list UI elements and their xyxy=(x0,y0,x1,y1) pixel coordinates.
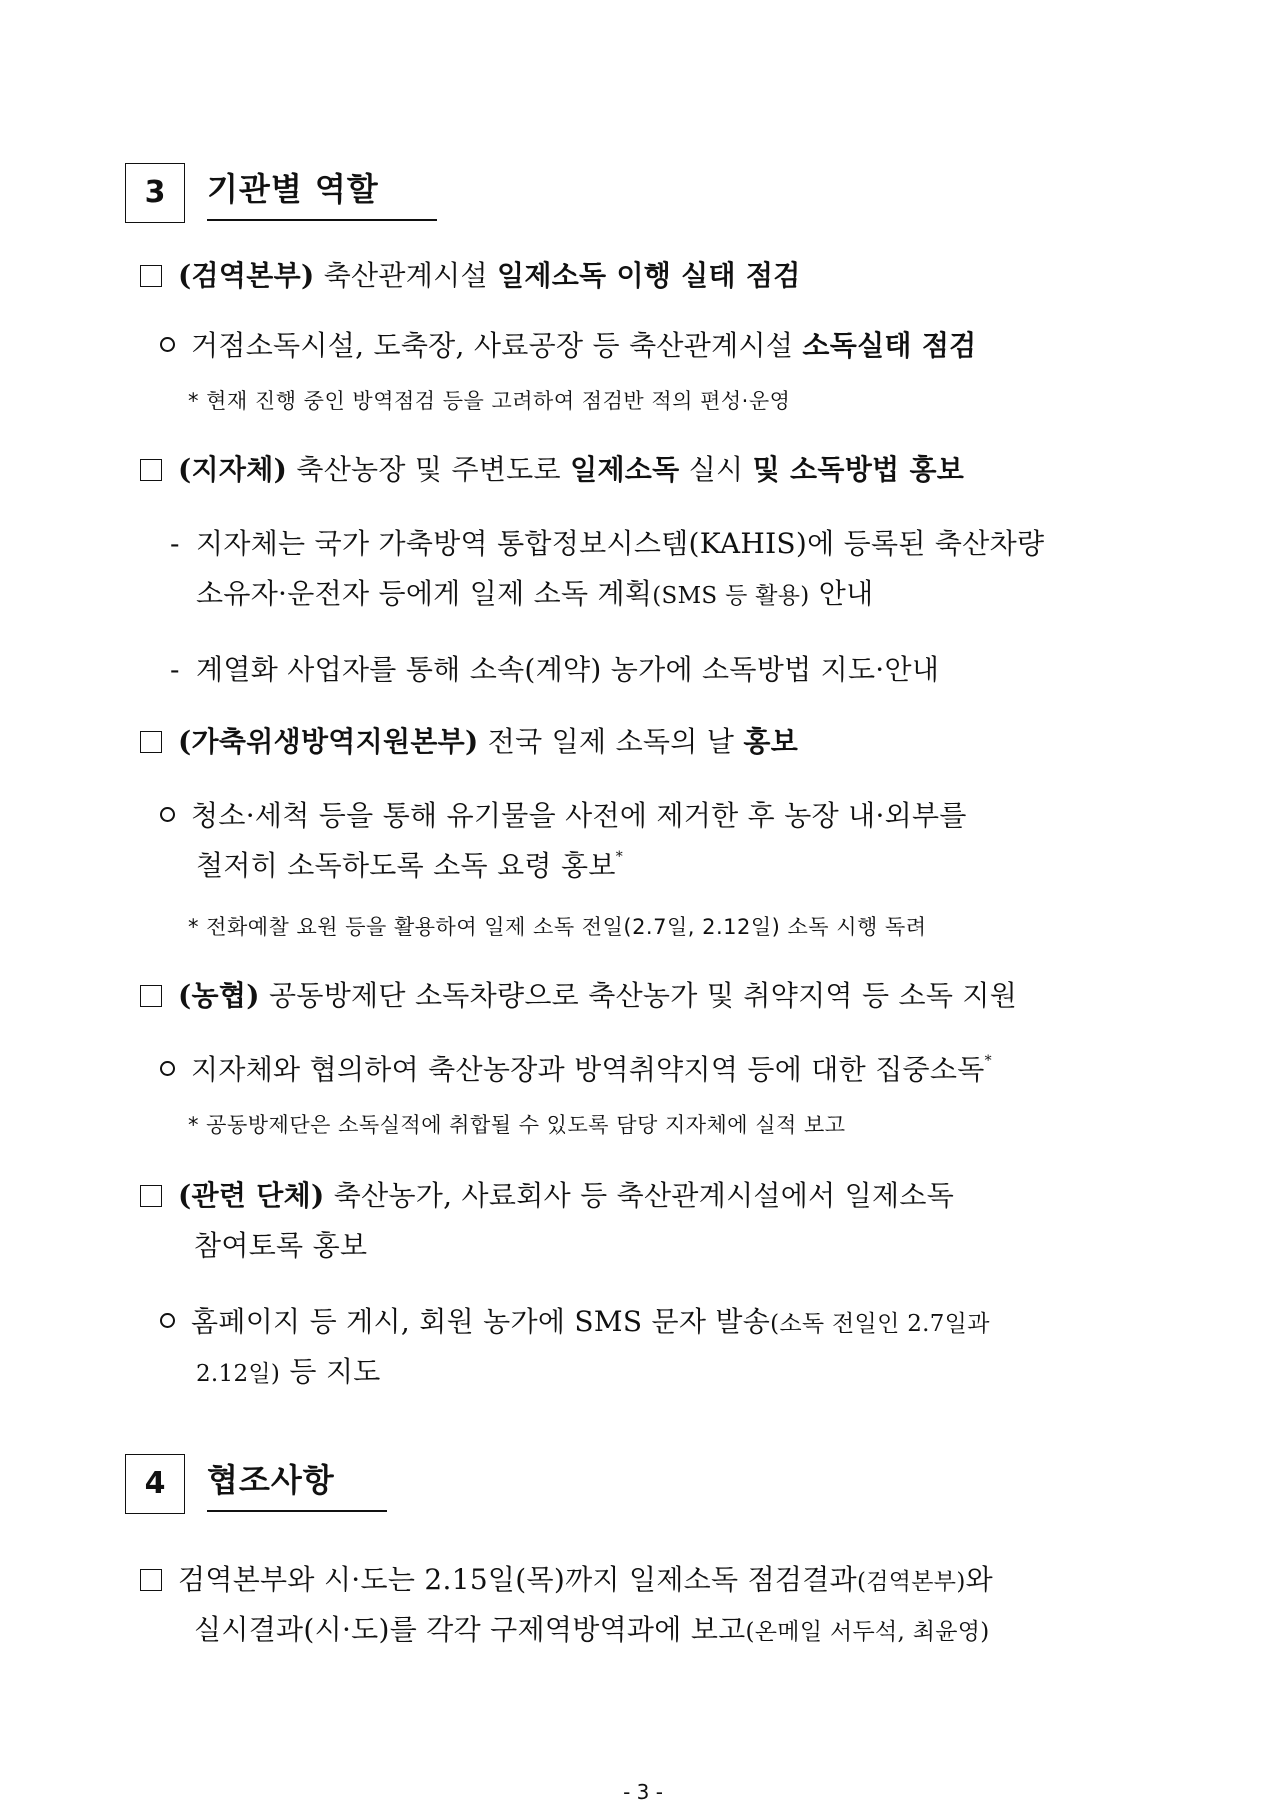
section-underline xyxy=(207,219,437,221)
dash-bullet: - xyxy=(170,527,180,560)
checkbox-square-icon xyxy=(140,731,162,753)
checkbox-square-icon xyxy=(140,265,162,287)
subitem-cleaning: 청소·세척 등을 통해 유기물을 사전에 제거한 후 농장 내·외부를 xyxy=(160,796,967,836)
item-cooperation-cont: 실시결과(시·도)를 각각 구제역방역과에 보고(온메일 서두석, 최윤영) xyxy=(194,1613,990,1646)
checkbox-square-icon xyxy=(140,459,162,481)
item-animal-health-agency: (가축위생방역지원본부) 전국 일제 소독의 날 홍보 xyxy=(140,722,798,762)
dash-item-kahis-cont: 소유자·운전자 등에게 일제 소독 계획(SMS 등 활용) 안내 xyxy=(196,577,874,610)
checkbox-square-icon xyxy=(140,1185,162,1207)
dash-item-kahis: - 지자체는 국가 가축방역 통합정보시스템(KAHIS)에 등록된 축산차량 xyxy=(170,524,1044,564)
circle-bullet-icon xyxy=(160,1061,175,1076)
dash-bullet: - xyxy=(170,653,180,686)
section-title: 협조사항 xyxy=(207,1461,335,1499)
item-related-organizations-cont: 참여토록 홍보 xyxy=(194,1229,368,1262)
section-underline xyxy=(207,1510,387,1512)
circle-bullet-icon xyxy=(160,807,175,822)
section-number: 3 xyxy=(125,163,185,223)
checkbox-square-icon xyxy=(140,1569,162,1591)
dash-item-integrators: - 계열화 사업자를 통해 소속(계약) 농가에 소독방법 지도·안내 xyxy=(170,650,939,690)
subitem-intensive-disinfection: 지자체와 협의하여 축산농장과 방역취약지역 등에 대한 집중소독* xyxy=(160,1050,992,1090)
footnote: * 현재 진행 중인 방역점검 등을 고려하여 점검반 적의 편성·운영 xyxy=(188,389,791,413)
page-number: - 3 - xyxy=(623,1780,663,1804)
section-number: 4 xyxy=(125,1454,185,1514)
item-related-organizations: (관련 단체) 축산농가, 사료회사 등 축산관계시설에서 일제소독 xyxy=(140,1176,954,1216)
subitem-sms-cont: 2.12일) 등 지도 xyxy=(196,1355,381,1388)
circle-bullet-icon xyxy=(160,337,175,352)
item-cooperation: 검역본부와 시·도는 2.15일(목)까지 일제소독 점검결과(검역본부)와 xyxy=(140,1560,993,1602)
item-nonghyup: (농협) 공동방제단 소독차량으로 축산농가 및 취약지역 등 소독 지원 xyxy=(140,976,1017,1016)
item-local-government: (지자체) 축산농장 및 주변도로 일제소독 실시 및 소독방법 홍보 xyxy=(140,450,964,490)
section-title: 기관별 역할 xyxy=(207,170,379,208)
item-quarantine-hq: (검역본부) 축산관계시설 일제소독 이행 실태 점검 xyxy=(140,256,801,296)
subitem-facility-inspection: 거점소독시설, 도축장, 사료공장 등 축산관계시설 소독실태 점검 xyxy=(160,326,977,366)
checkbox-square-icon xyxy=(140,985,162,1007)
circle-bullet-icon xyxy=(160,1313,175,1328)
subitem-cleaning-cont: 철저히 소독하도록 소독 요령 홍보* xyxy=(196,849,623,882)
footnote: * 공동방제단은 소독실적에 취합될 수 있도록 담당 지자체에 실적 보고 xyxy=(188,1113,846,1137)
subitem-sms: 홈페이지 등 게시, 회원 농가에 SMS 문자 발송(소독 전일인 2.7일과 xyxy=(160,1302,990,1344)
footnote: * 전화예찰 요원 등을 활용하여 일제 소독 전일(2.7일, 2.12일) 소독 시행 독려 xyxy=(188,915,927,939)
